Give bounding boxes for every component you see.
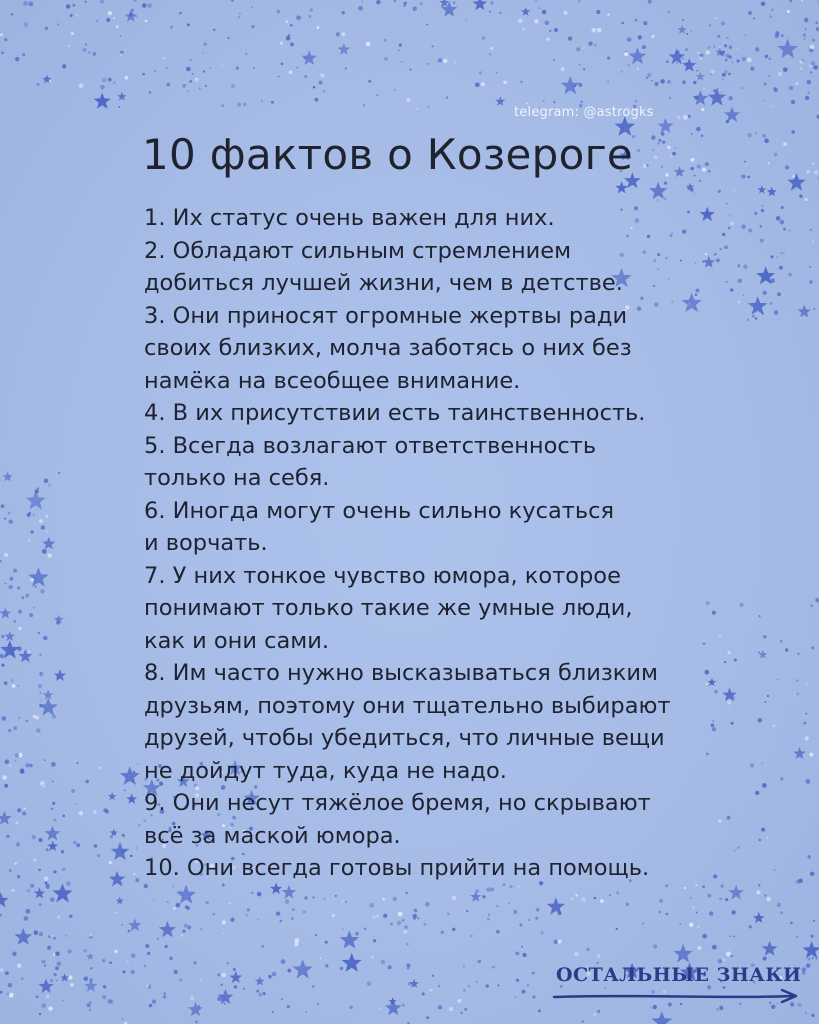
fact-line: намёка на всеобщее внимание. <box>144 367 521 394</box>
fact-line: 2. Обладают сильным стремлением <box>144 237 572 264</box>
fact-line: не дойдут туда, куда не надо. <box>144 757 507 784</box>
fact-line: 8. Им часто нужно высказываться близким <box>144 660 658 686</box>
other-signs-link[interactable]: ОСТАЛЬНЫЕ ЗНАКИ <box>556 964 802 986</box>
fact-line: своих близких, молча заботясь о них без <box>144 335 632 361</box>
facts-list <box>144 202 744 885</box>
fact-line: всё за маской юмора. <box>144 822 401 849</box>
fact-line: и ворчать. <box>144 530 268 556</box>
fact-line: понимают только такие же умные люди, <box>144 595 633 621</box>
fact-line: 9. Они несут тяжёлое бремя, но скрывают <box>144 790 651 816</box>
fact-line: друзей, чтобы убедиться, что личные вещи <box>144 725 665 751</box>
fact-line: как и они сами. <box>144 627 330 654</box>
fact-line: 3. Они приносят огромные жертвы ради <box>144 302 628 329</box>
page-title: 10 фактов о Козероге <box>142 130 634 179</box>
telegram-handle: telegram: @astrogks <box>514 105 654 120</box>
fact-line: 7. У них тонкое чувство юмора, которое <box>144 562 621 589</box>
fact-line: 4. В их присутствии есть таинственность. <box>144 400 646 426</box>
fact-line: только на себя. <box>144 465 330 491</box>
fact-line: 6. Иногда могут очень сильно кусаться <box>144 497 615 524</box>
fact-line: друзьям, поэтому они тщательно выбирают <box>144 692 671 719</box>
fact-line: 1. Их статус очень важен для них. <box>144 205 555 231</box>
arrow-right-icon[interactable] <box>552 988 802 1004</box>
fact-line: 5. Всегда возлагают ответственность <box>144 432 597 459</box>
fact-line: 10. Они всегда готовы прийти на помощь. <box>144 855 650 881</box>
fact-line: добиться лучшей жизни, чем в детстве. <box>144 270 623 296</box>
